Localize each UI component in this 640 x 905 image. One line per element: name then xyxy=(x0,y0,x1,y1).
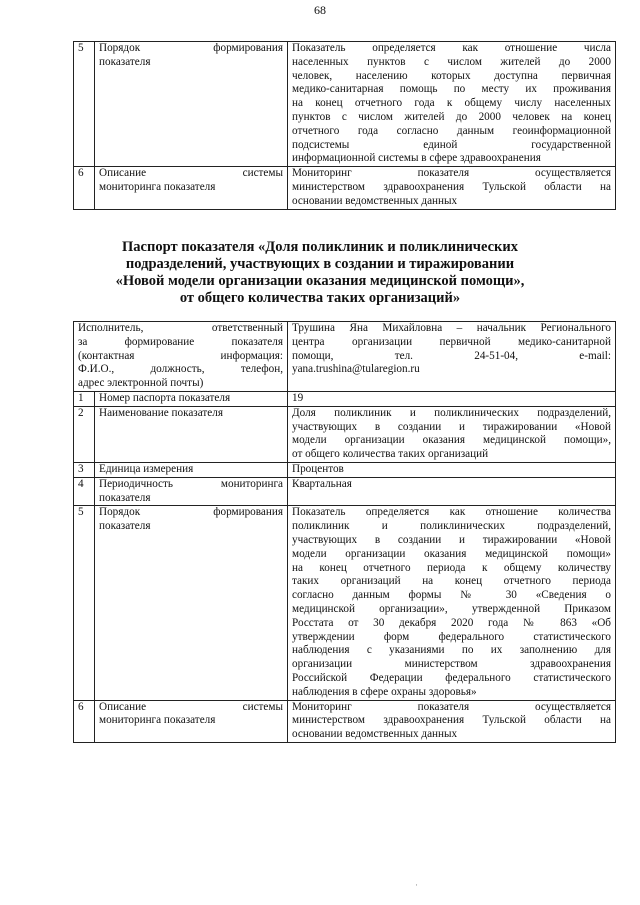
text-line: Квартальная xyxy=(292,477,352,490)
text-line: Российской Федерации федерального статистического xyxy=(292,671,611,684)
text-line: наблюдения в сфере охраны здоровья» xyxy=(292,685,477,698)
row-value xyxy=(288,42,616,167)
passport-table xyxy=(73,321,616,743)
text-line: Порядок формирования xyxy=(99,42,283,54)
row-label xyxy=(95,167,288,209)
row-value xyxy=(288,391,616,406)
text-line: Единица измерения xyxy=(99,462,194,475)
text-line: Доля поликлиник и поликлинических подразделений, xyxy=(292,406,611,419)
text-line: Мониторинг показателя осуществляется xyxy=(292,167,611,180)
row-value xyxy=(288,462,616,477)
text-line: мониторинга показателя xyxy=(99,714,216,727)
row-label xyxy=(95,700,288,742)
row-value xyxy=(288,406,616,462)
text-line: основании ведомственных данных xyxy=(292,728,458,741)
text-line: модели организации оказания медицинской помощи» xyxy=(292,547,611,560)
heading-line: подразделений, участвующих в создании и тиражировании xyxy=(125,256,515,272)
text-line: населенных пунктов с числом жителей до 2000 xyxy=(292,55,611,68)
text-line: министерством здравоохранения Тульской области на xyxy=(292,714,611,727)
row-label xyxy=(95,391,288,406)
text-line: наблюдения с указаниями по их заполнению для xyxy=(292,644,611,657)
row-number: 5 xyxy=(74,506,95,700)
text-line: Трушина Яна Михайловна – начальник Регионального xyxy=(292,322,611,334)
page-number: 68 xyxy=(314,3,326,17)
text-line: модели организации оказания медицинской помощи», xyxy=(292,434,611,447)
text-line: организации министерством здравоохранения xyxy=(292,658,611,671)
row-number: 6 xyxy=(74,700,95,742)
text-line: центра организации первичной медико-санитарной xyxy=(292,335,611,348)
row-value xyxy=(288,322,616,392)
text-line: Номер паспорта показателя xyxy=(99,391,231,404)
row-label xyxy=(95,462,288,477)
text-line: согласно данным формы № 30 «Сведения о xyxy=(292,589,611,602)
row-number: 1 xyxy=(74,391,95,406)
row-value xyxy=(288,167,616,209)
row-label xyxy=(95,506,288,700)
text-line: основании ведомственных данных xyxy=(292,194,458,207)
text-line: от общего количества таких организаций xyxy=(292,448,489,461)
table-row xyxy=(74,406,616,462)
row-number: 3 xyxy=(74,462,95,477)
text-line: (контактная информация: xyxy=(78,349,283,362)
text-line: информационной системы в сфере здравоохранения xyxy=(292,152,541,165)
text-line: Процентов xyxy=(292,462,344,475)
text-line: помощи, тел. 24-51-04, e-mail: xyxy=(292,349,611,362)
text-line: на конец отчетного года к общему числу населенных xyxy=(292,97,611,110)
text-line: показателя xyxy=(99,520,151,533)
text-line: министерством здравоохранения Тульской области на xyxy=(292,180,611,193)
text-line: Показатель определяется как отношение числа xyxy=(292,42,611,54)
text-line: медико-санитарная помощь по месту их проживания xyxy=(292,83,611,96)
table-row xyxy=(74,167,616,209)
text-line: за формирование показателя xyxy=(78,335,283,348)
table-row xyxy=(74,42,616,167)
text-line: утверждении форм федерального статистического xyxy=(292,630,611,643)
row-value xyxy=(288,477,616,506)
text-line: мониторинга показателя xyxy=(99,180,216,193)
text-line: Показатель определяется как отношение количества xyxy=(292,506,611,519)
text-line: человек, населению которых доступна первичная xyxy=(292,69,611,82)
table-row xyxy=(74,506,616,700)
table-row xyxy=(74,462,616,477)
text-line: показателя xyxy=(99,55,151,68)
row-number: 6 xyxy=(74,167,95,209)
text-line: Мониторинг показателя осуществляется xyxy=(292,700,611,713)
text-line: участвующих в создании и тиражировании «Новой xyxy=(292,533,611,546)
row-number: 4 xyxy=(74,477,95,506)
row-number: 2 xyxy=(74,406,95,462)
text-line: отчетного года согласно данным геоинформационной xyxy=(292,124,611,137)
text-line: показателя xyxy=(99,491,151,504)
text-line: поликлиник и поликлинических подразделений, xyxy=(292,520,611,533)
text-line: медицинской организации», утвержденной Приказом xyxy=(292,602,611,615)
heading-line: Паспорт показателя «Доля поликлиник и поликлинических xyxy=(122,239,518,255)
text-line: участвующих в создании и тиражировании «Новой xyxy=(292,420,611,433)
row-label xyxy=(95,477,288,506)
text-line: Описание системы xyxy=(99,167,283,180)
text-line: подсистемы единой государственной xyxy=(292,138,611,151)
text-line: Наименование показателя xyxy=(99,406,223,419)
table-row xyxy=(74,391,616,406)
row-label xyxy=(74,322,288,392)
text-line: Порядок формирования xyxy=(99,506,283,519)
text-line: таких организаций на конец отчетного периода xyxy=(292,575,611,588)
heading-line: от общего количества таких организаций» xyxy=(179,290,461,306)
text-line: Исполнитель, ответственный xyxy=(78,322,283,334)
row-value xyxy=(288,506,616,700)
text-line: Росстата от 30 декабря 2020 года № 863 «Об xyxy=(292,616,611,629)
row-value xyxy=(288,700,616,742)
text-line: yana.trushina@tularegion.ru xyxy=(292,363,420,376)
executor-row xyxy=(74,322,616,392)
text-line: Описание системы xyxy=(99,700,283,713)
text-line: адрес электронной почты) xyxy=(78,377,204,390)
passport-heading xyxy=(80,239,560,307)
top-indicator-table xyxy=(73,41,616,210)
text-line: на конец отчетного периода к общему количеству xyxy=(292,561,611,574)
text-line: 19 xyxy=(292,391,304,404)
heading-line: «Новой модели организации оказания медицинской помощи», xyxy=(115,273,525,289)
text-line: Периодичность мониторинга xyxy=(99,477,283,490)
row-label xyxy=(95,42,288,167)
row-label xyxy=(95,406,288,462)
text-line: пунктов с числом жителей до 2000 человек на конец xyxy=(292,110,611,123)
text-line: Ф.И.О., должность, телефон, xyxy=(78,363,283,376)
row-number: 5 xyxy=(74,42,95,167)
table-row xyxy=(74,477,616,506)
footer-mark: · xyxy=(415,880,418,890)
table-row xyxy=(74,700,616,742)
